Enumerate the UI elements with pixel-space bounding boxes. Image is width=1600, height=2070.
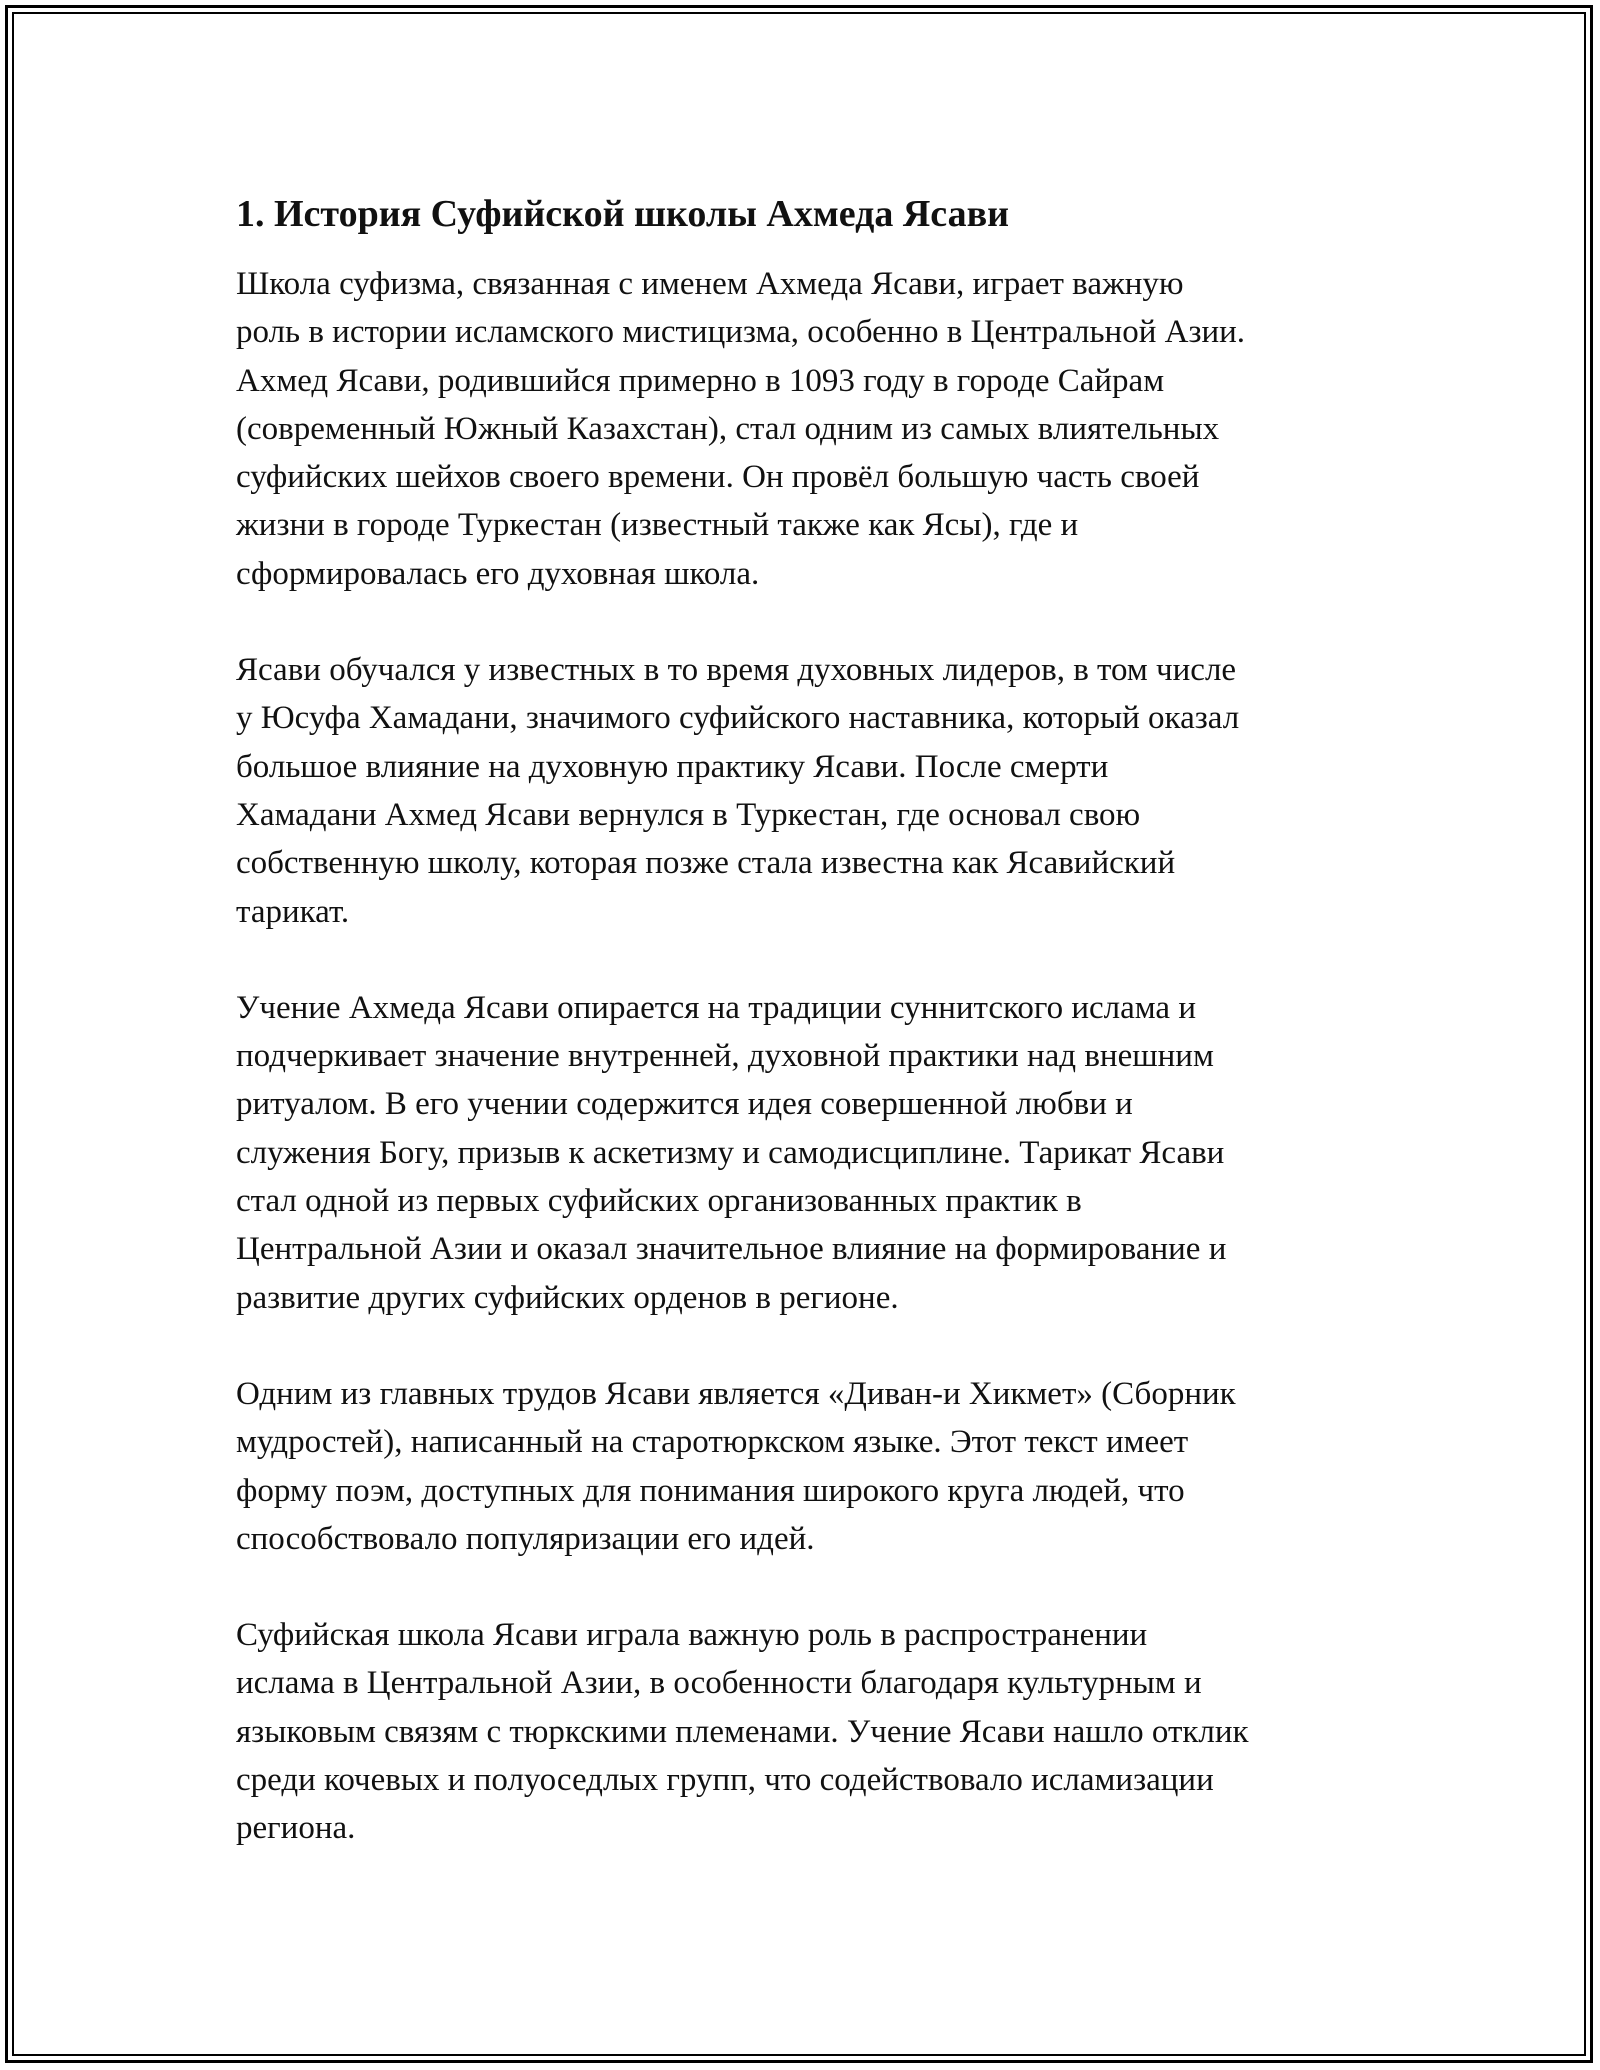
paragraph-1: Школа суфизма, связанная с именем Ахмеда Ясави, играет важную роль в истории исламского мистицизма, особенно в Центральной Азии. Ахмед Ясави, родившийся примерно в 1093 году в городе Сайрам (современный Южный Казахстан), стал одним из самых влиятельных суфийских шейхов своего времени. Он провёл большую часть своей жизни в городе Туркестан (известный также как Ясы), где и сформировалась его духовная школа.	[236, 266, 1246, 592]
document-body	[236, 186, 1386, 1901]
paragraph-5: Суфийская школа Ясави играла важную роль в распространении ислама в Центральной Азии, в особенности благодаря культурным и языковым связям с тюркскими племенами. Учение Ясави нашло отклик среди кочевых и полуоседлых групп, что содействовало исламизации региона.	[236, 1617, 1249, 1847]
paragraph-3: Учение Ахмеда Ясави опирается на традиции суннитского ислама и подчеркивает значение внутренней, духовной практики над внешним ритуалом. В его учении содержится идея совершенной любви и служения Богу, призыв к аскетизму и самодисциплине. Тарикат Ясави стал одной из первых суфийских организованных практик в Центральной Азии и оказал значительное влияние на формирование и развитие других суфийских орденов в регионе.	[236, 989, 1227, 1316]
section-heading: 1. История Суфийской школы Ахмеда Ясави	[236, 193, 1010, 235]
paragraph-2: Ясави обучался у известных в то время духовных лидеров, в том числе у Юсуфа Хамадани, значимого суфийского наставника, который оказал большое влияние на духовную практику Ясави. После смерти Хамадани Ахмед Ясави вернулся в Туркестан, где основал свою собственную школу, которая позже стала известна как Ясавийский тарикат.	[236, 652, 1240, 930]
paragraph-4: Одним из главных трудов Ясави является «Диван-и Хикмет» (Сборник мудростей), написанный на старотюркском языке. Этот текст имеет форму поэм, доступных для понимания широкого круга людей, что способствовало популяризации его идей.	[236, 1375, 1236, 1557]
